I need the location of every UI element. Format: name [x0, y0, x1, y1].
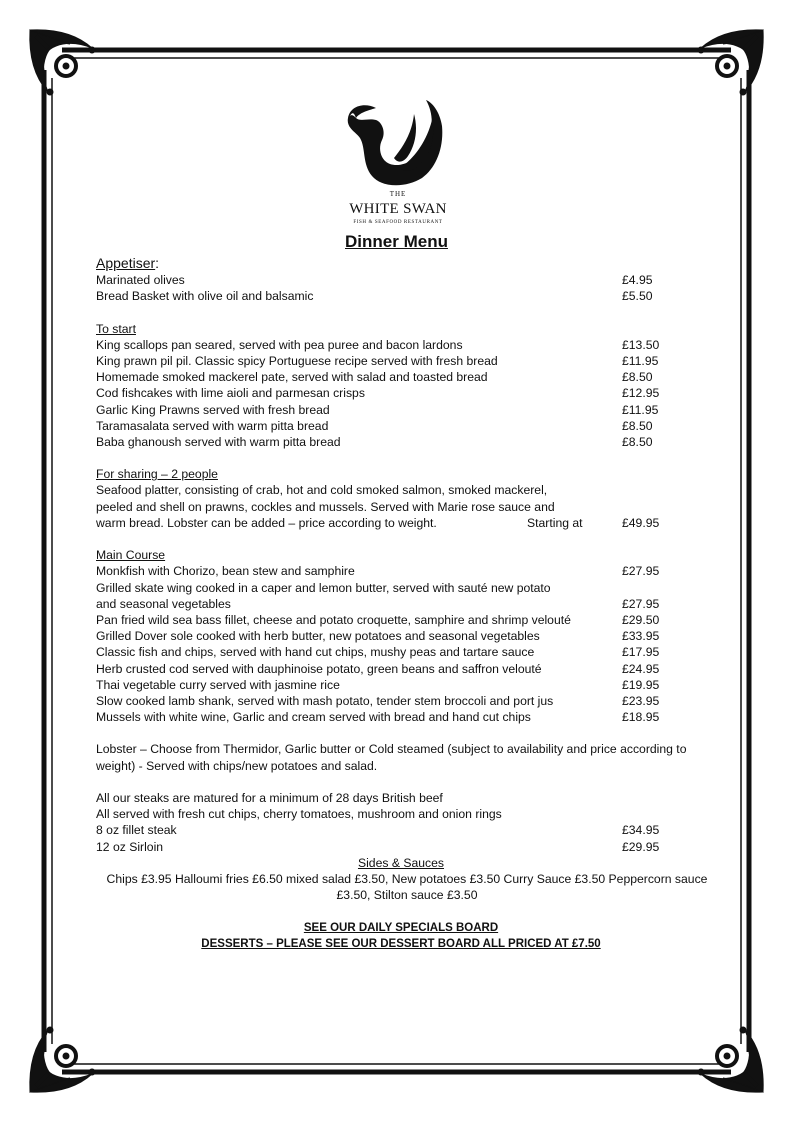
- sides-heading: Sides & Sauces: [357, 855, 445, 870]
- item-price: £11.95: [622, 402, 659, 417]
- swan-icon: [336, 98, 460, 190]
- item-name: Monkfish with Chorizo, bean stew and samphire: [96, 564, 355, 579]
- menu-item: [96, 709, 706, 725]
- logo-name: WHITE SWAN: [349, 201, 447, 217]
- item-name: Grilled Dover sole cooked with herb butter, new potatoes and seasonal vegetables: [96, 629, 540, 644]
- menu-item: [96, 839, 706, 855]
- starters-heading: To start: [96, 321, 136, 336]
- menu-item: [96, 385, 706, 401]
- item-price: £29.50: [622, 612, 660, 627]
- item-name: Herb crusted cod served with dauphinoise potato, green beans and saffron velouté: [96, 661, 542, 676]
- steaks-intro: [96, 790, 706, 806]
- menu-item: [96, 612, 706, 628]
- sides-line: £3.50, Stilton sauce £3.50: [336, 888, 478, 903]
- menu-item: [96, 515, 706, 531]
- menu-body: [96, 254, 706, 952]
- item-price: £13.50: [622, 337, 660, 352]
- logo-the: THE: [389, 190, 407, 198]
- item-price: £27.95: [622, 564, 660, 579]
- menu-item: [96, 596, 706, 612]
- item-price: £19.95: [622, 677, 660, 692]
- item-name: Baba ghanoush served with warm pitta bread: [96, 434, 341, 449]
- menu-item: [96, 418, 706, 434]
- menu-item: [96, 434, 706, 450]
- appetiser-heading: Appetiser:: [96, 255, 160, 271]
- steaks-text: All our steaks are matured for a minimum of 28 days British beef: [96, 791, 443, 806]
- specials-note: SEE OUR DAILY SPECIALS BOARD: [303, 921, 499, 934]
- sharing-text: peeled and shell on prawns, cockles and mussels. Served with Marie rose sauce and: [96, 499, 555, 514]
- sharing-desc-line: [96, 482, 706, 498]
- item-name: Mussels with white wine, Garlic and cream served with bread and hand cut chips: [96, 710, 531, 725]
- item-price: £29.95: [622, 839, 660, 854]
- menu-item: [96, 353, 706, 369]
- sides-list: [88, 871, 726, 903]
- item-price: £12.95: [622, 386, 660, 401]
- restaurant-logo: [336, 98, 460, 225]
- menu-item: [96, 677, 706, 693]
- logo-tagline: FISH & SEAFOOD RESTAURANT: [353, 220, 443, 225]
- item-name: Marinated olives: [96, 273, 185, 287]
- desserts-note: DESSERTS – PLEASE SEE OUR DESSERT BOARD ALL PRICED AT £7.50: [201, 937, 601, 950]
- starting-at-label: Starting at: [527, 515, 583, 530]
- steaks-text: All served with fresh cut chips, cherry tomatoes, mushroom and onion rings: [96, 807, 502, 822]
- item-name: Homemade smoked mackerel pate, served with salad and toasted bread: [96, 370, 488, 385]
- steaks-intro: [96, 806, 706, 822]
- page-title: Dinner Menu: [345, 232, 448, 251]
- menu-item: [96, 272, 706, 288]
- item-price: £5.50: [622, 289, 653, 304]
- item-name: Pan fried wild sea bass fillet, cheese and potato croquette, samphire and shrimp velouté: [96, 612, 571, 627]
- item-name: Cod fishcakes with lime aioli and parmesan crisps: [96, 386, 365, 401]
- menu-item: [96, 563, 706, 579]
- lobster-note: [96, 741, 706, 773]
- sharing-desc-line: [96, 499, 706, 515]
- menu-item: [96, 661, 706, 677]
- item-name: Bread Basket with olive oil and balsamic: [96, 289, 314, 304]
- item-price: £27.95: [622, 596, 660, 611]
- item-name: King prawn pil pil. Classic spicy Portuguese recipe served with fresh bread: [96, 353, 498, 368]
- item-name: Taramasalata served with warm pitta bread: [96, 418, 329, 433]
- item-name: Classic fish and chips, served with hand cut chips, mushy peas and tartare sauce: [96, 645, 535, 660]
- item-name: 12 oz Sirloin: [96, 839, 164, 854]
- item-name: Slow cooked lamb shank, served with mash potato, tender stem broccoli and port jus: [96, 693, 554, 708]
- sharing-heading: For sharing – 2 people: [96, 467, 218, 482]
- item-name: Thai vegetable curry served with jasmine rice: [96, 677, 340, 692]
- item-price: £34.95: [622, 823, 660, 838]
- menu-item: [96, 402, 706, 418]
- item-price: £8.50: [622, 370, 653, 385]
- item-price: £17.95: [622, 645, 660, 660]
- mains-heading: Main Course: [96, 548, 166, 563]
- item-name: Garlic King Prawns served with fresh bread: [96, 402, 330, 417]
- item-price: £33.95: [622, 629, 660, 644]
- menu-item: [96, 288, 706, 304]
- item-price: £24.95: [622, 661, 660, 676]
- lobster-line: weight) - Served with chips/new potatoes and salad.: [96, 758, 378, 773]
- item-name: warm bread. Lobster can be added – price according to weight.: [96, 515, 437, 530]
- menu-item: [96, 693, 706, 709]
- item-price: £49.95: [622, 515, 660, 530]
- item-name: King scallops pan seared, served with pea puree and bacon lardons: [96, 337, 463, 352]
- item-price: £11.95: [622, 353, 659, 368]
- item-name: 8 oz fillet steak: [96, 823, 177, 838]
- sharing-text: Seafood platter, consisting of crab, hot and cold smoked salmon, smoked mackerel,: [96, 483, 548, 498]
- item-price: £8.50: [622, 418, 653, 433]
- item-name: and seasonal vegetables: [96, 596, 231, 611]
- item-price: £18.95: [622, 710, 660, 725]
- menu-item: [96, 644, 706, 660]
- menu-item-desc: [96, 580, 706, 596]
- lobster-line: Lobster – Choose from Thermidor, Garlic butter or Cold steamed (subject to availability and price according to: [96, 742, 687, 757]
- item-name: Grilled skate wing cooked in a caper and lemon butter, served with sauté new potato: [96, 580, 551, 595]
- item-price: £23.95: [622, 693, 660, 708]
- item-price: £8.50: [622, 434, 653, 449]
- menu-item: [96, 369, 706, 385]
- sides-line: Chips £3.95 Halloumi fries £6.50 mixed salad £3.50, New potatoes £3.50 Curry Sauce £3.50 Peppercorn sauce: [106, 871, 708, 886]
- menu-item: [96, 628, 706, 644]
- item-price: £4.95: [622, 273, 653, 287]
- menu-item: [96, 337, 706, 353]
- menu-item: [96, 822, 706, 838]
